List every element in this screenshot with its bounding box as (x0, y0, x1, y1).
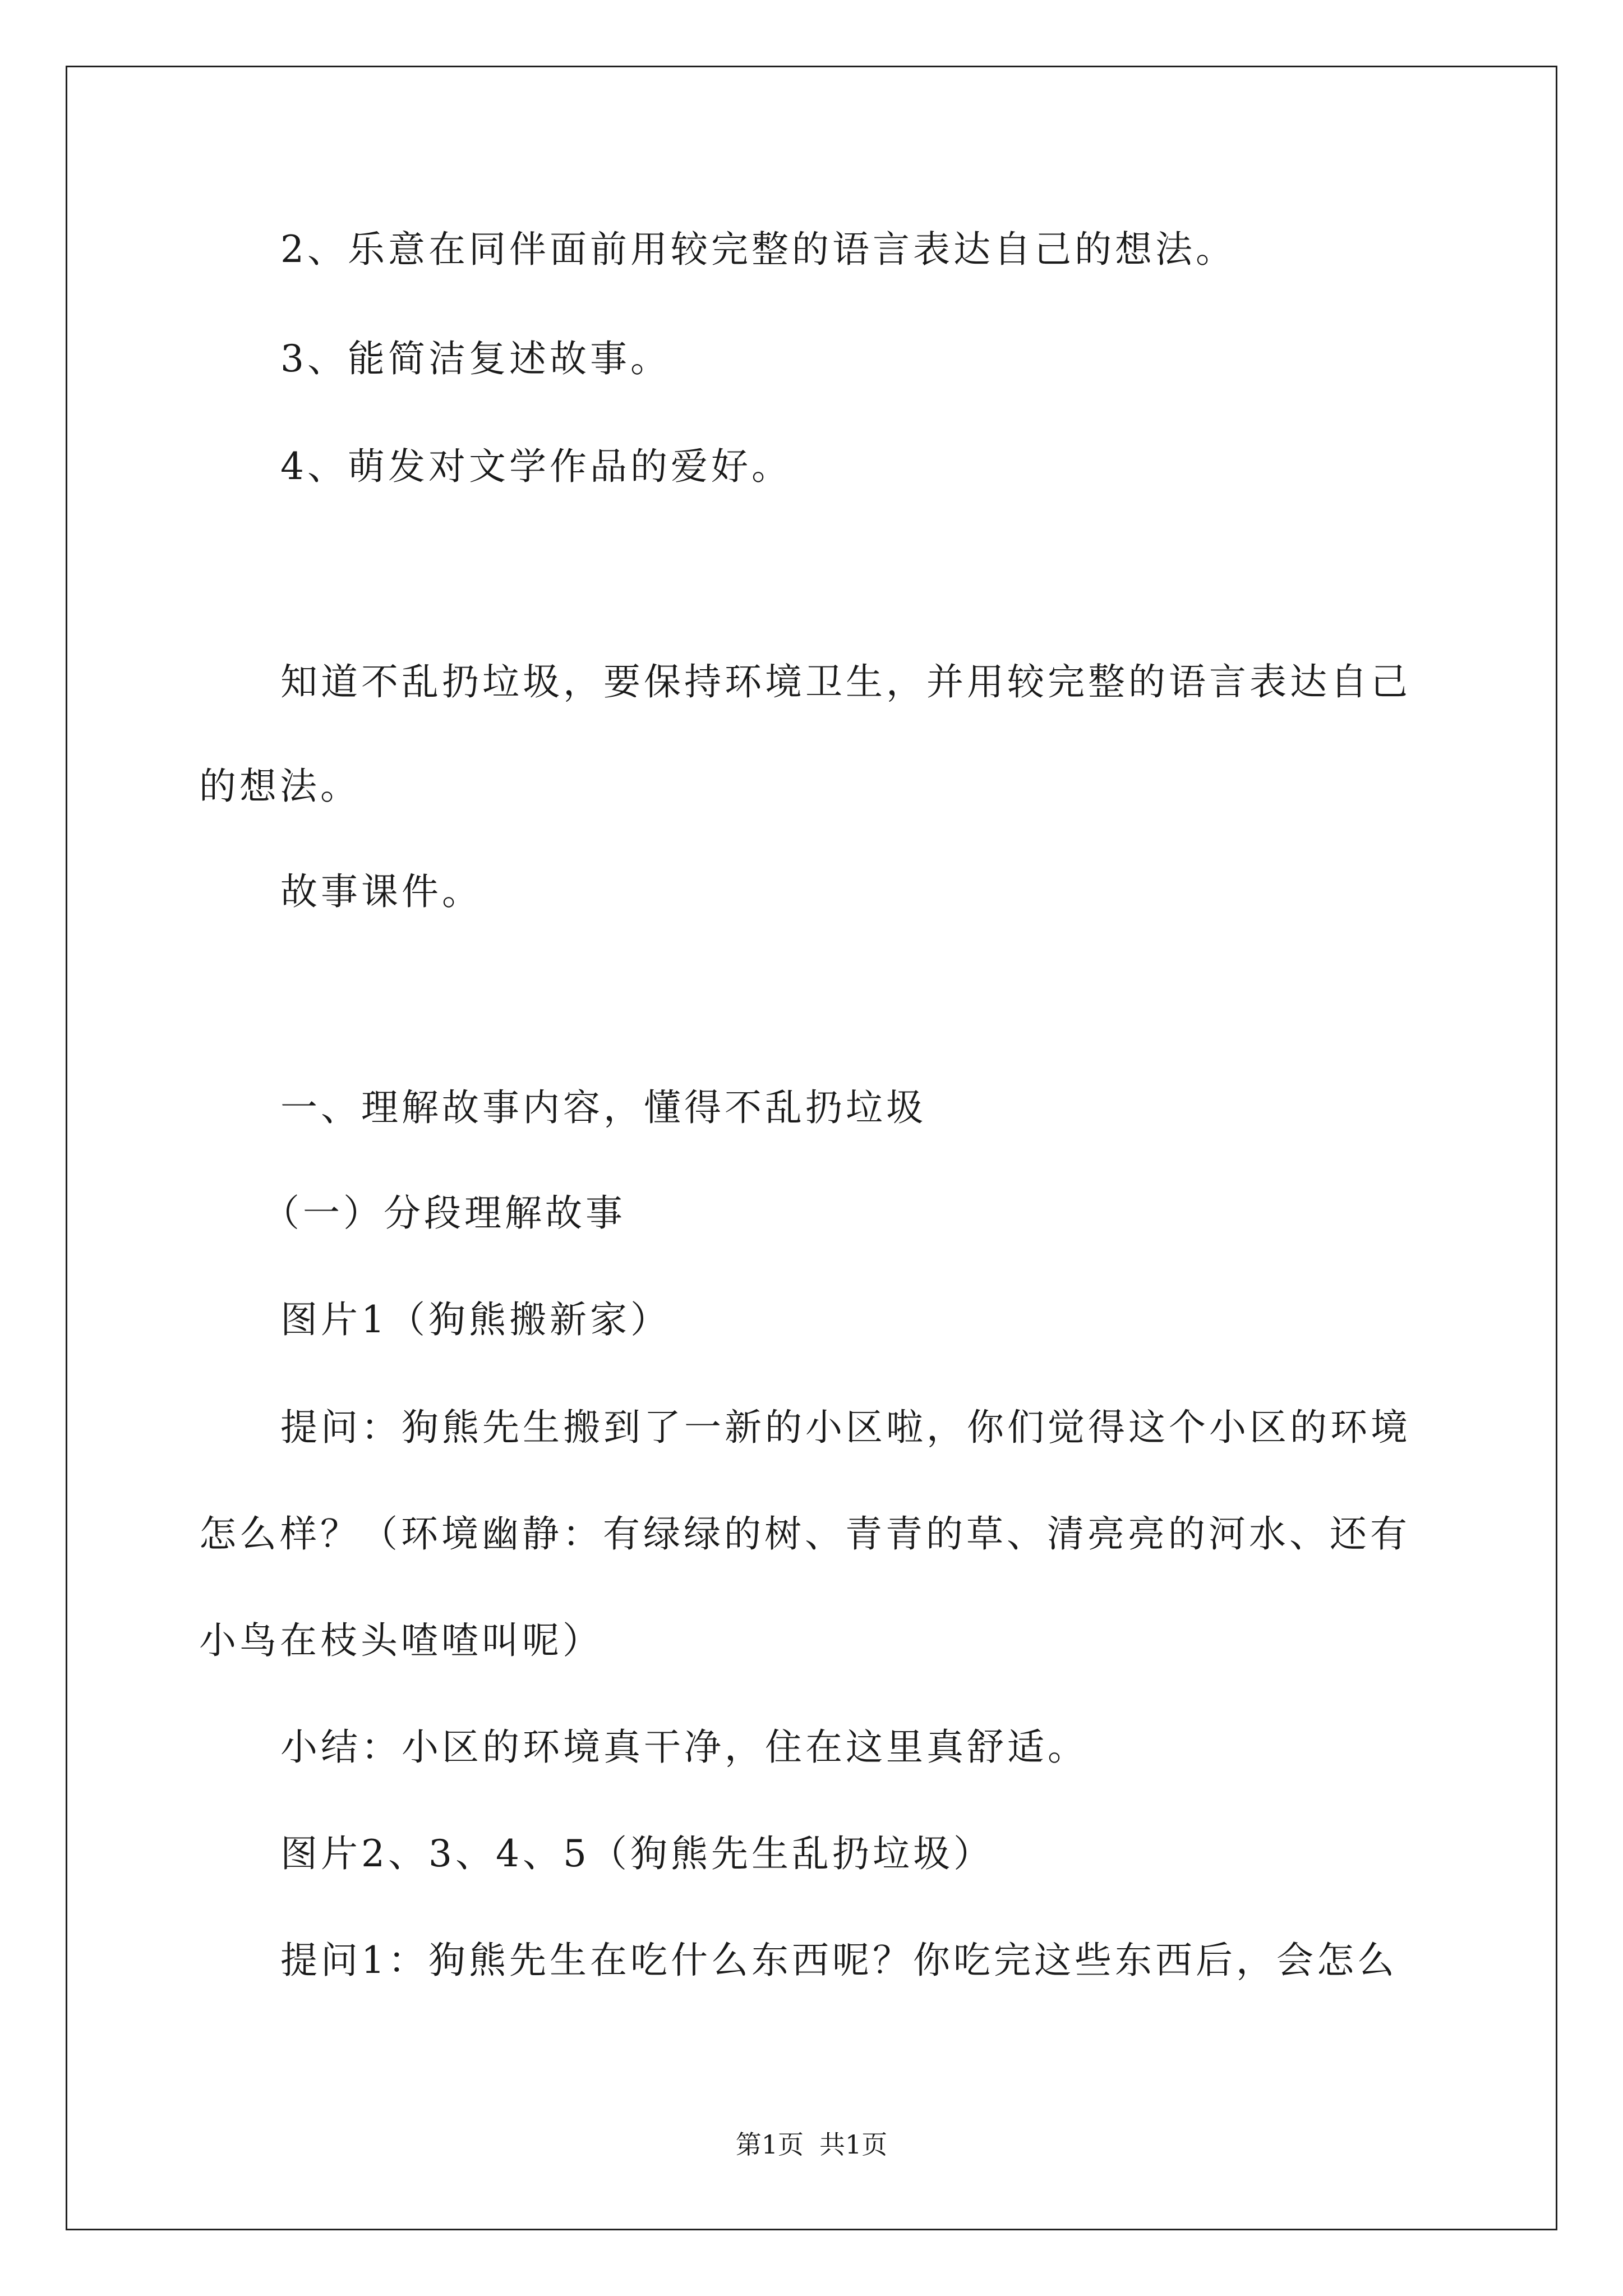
paragraph-goal-4: 4、萌发对文学作品的爱好。 (280, 445, 792, 488)
section-heading-1: 一、理解故事内容，懂得不乱扔垃圾 (280, 1086, 926, 1129)
page-footer (0, 2129, 1623, 2160)
paragraph-goal-2: 2、乐意在同伴面前用较完整的语言表达自己的想法。 (280, 228, 1236, 271)
paragraph-goal-3: 3、能简洁复述故事。 (280, 337, 671, 380)
paragraph-materials: 故事课件。 (280, 870, 482, 913)
paragraph-key-point-line-1: 知道不乱扔垃圾，要保持环境卫生，并用较完整的语言表达自己 (280, 660, 1411, 703)
subsection-heading-1: （一）分段理解故事 (262, 1191, 626, 1235)
question-1-line: 提问1：狗熊先生在吃什么东西呢？你吃完这些东西后，会怎么 (280, 1939, 1398, 1982)
page-number: 第1页 (735, 2129, 804, 2160)
summary-line: 小结：小区的环境真干净，住在这里真舒适。 (280, 1726, 1088, 1769)
question-line-3: 小鸟在枝头喳喳叫呢） (199, 1619, 603, 1662)
question-line-1: 提问：狗熊先生搬到了一新的小区啦，你们觉得这个小区的环境 (280, 1406, 1411, 1449)
picture-1-caption: 图片1（狗熊搬新家） (280, 1298, 671, 1341)
question-line-2: 怎么样？（环境幽静：有绿绿的树、青青的草、清亮亮的河水、还有 (199, 1512, 1410, 1556)
paragraph-key-point-line-2: 的想法。 (199, 765, 361, 808)
page-total: 共1页 (819, 2129, 888, 2160)
page-border (66, 66, 1557, 2230)
picture-2-5-caption: 图片2、3、4、5（狗熊先生乱扔垃圾） (280, 1832, 994, 1875)
